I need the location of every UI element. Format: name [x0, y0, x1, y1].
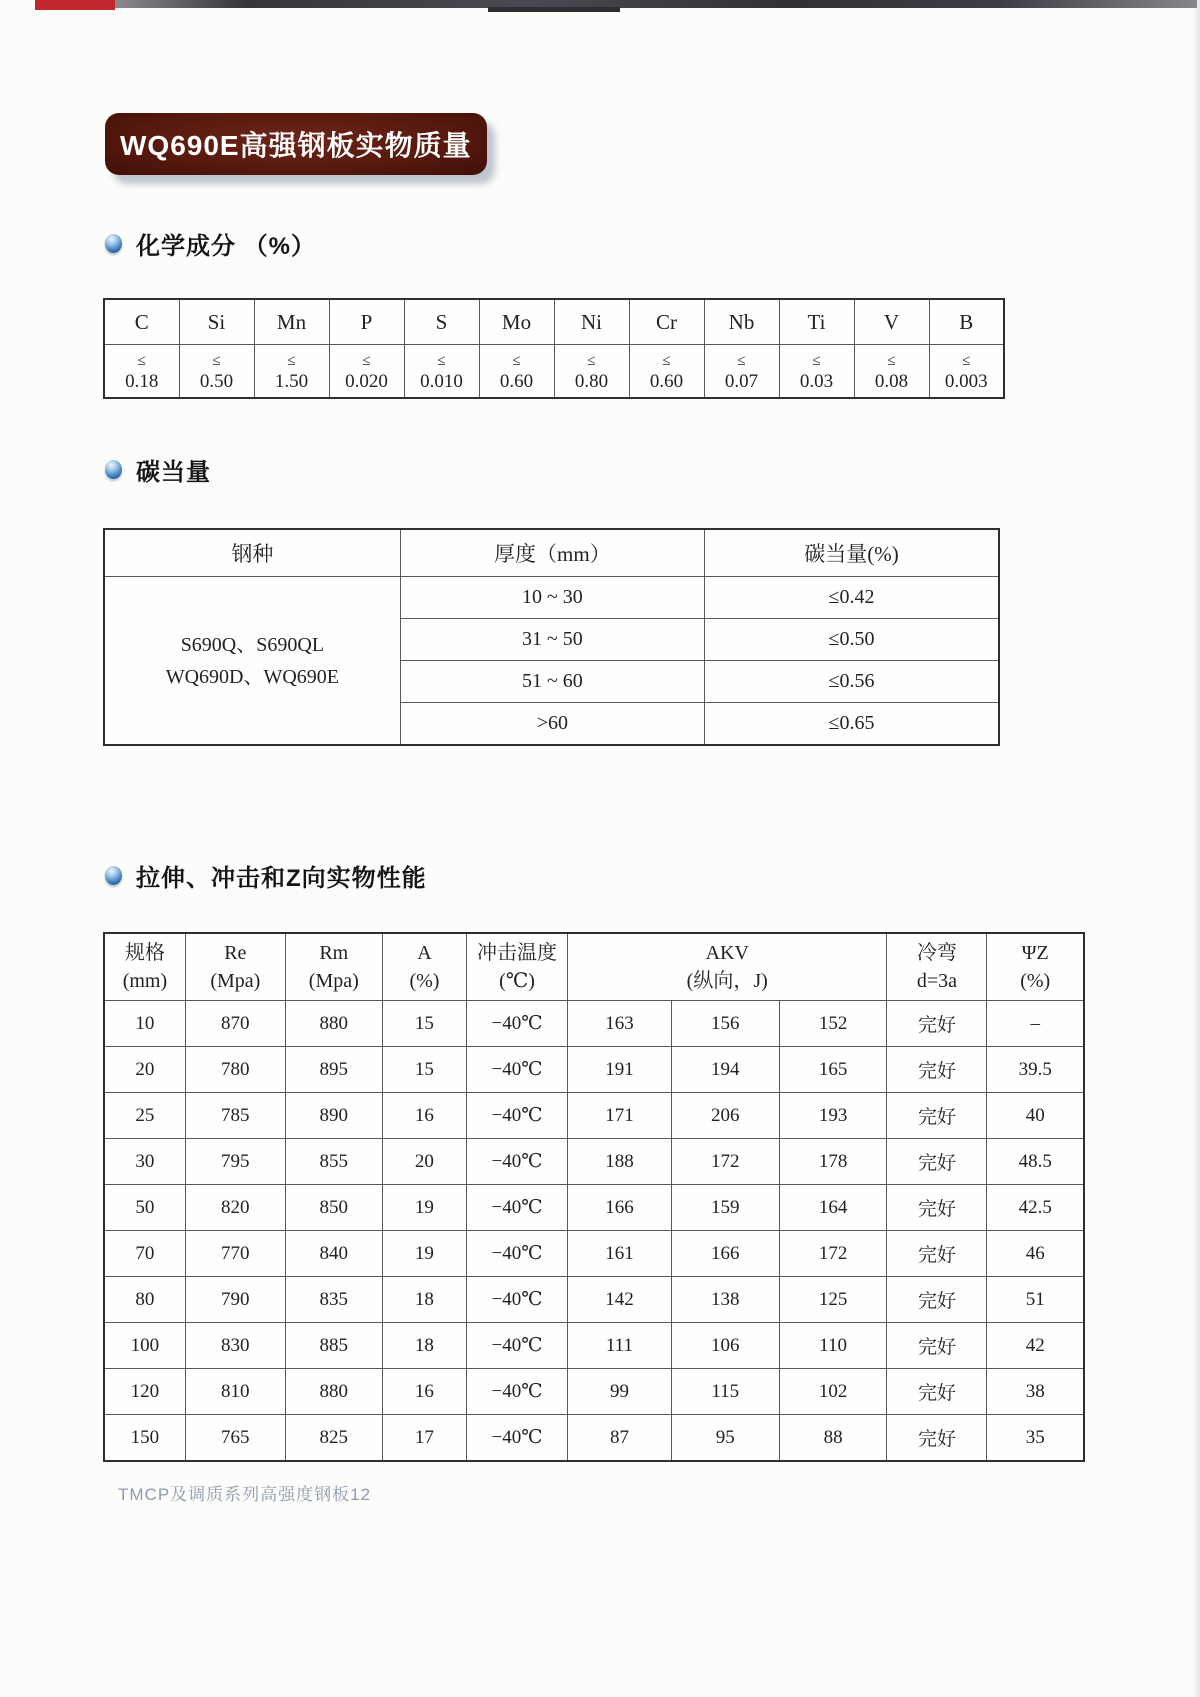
header-line: (Mpa): [308, 970, 359, 992]
akv-cell: 87: [568, 1415, 672, 1462]
chemical-limit-value: 0.80: [574, 370, 609, 392]
chemical-value-cell: [929, 345, 1004, 399]
header-rm: [285, 933, 382, 1001]
impact-temp-cell: −40℃: [467, 1323, 568, 1369]
akv-cell: 193: [779, 1093, 887, 1139]
chemical-value-cell: [404, 345, 479, 399]
header-impact-temp: [467, 933, 568, 1001]
mechanical-data-row: [104, 1185, 1084, 1231]
impact-temp-cell: −40℃: [467, 1047, 568, 1093]
chemical-value-cell: [554, 345, 629, 399]
cold-bend-cell: 完好: [887, 1369, 987, 1415]
chemical-element-header: B: [929, 299, 1004, 345]
spec-cell: 25: [104, 1093, 185, 1139]
akv-cell: 95: [671, 1415, 779, 1462]
mechanical-data-row: [104, 1323, 1084, 1369]
page-footer: TMCP及调质系列高强度钢板12: [118, 1485, 372, 1504]
header-line: Rm: [319, 942, 349, 964]
akv-cell: 166: [671, 1231, 779, 1277]
spec-cell: 120: [104, 1369, 185, 1415]
mechanical-table-body: [104, 1001, 1084, 1462]
less-equal-symbol: ≤: [437, 352, 446, 369]
akv-cell: 159: [671, 1185, 779, 1231]
chemical-value-cell: [629, 345, 704, 399]
chemical-element-header: Ni: [554, 299, 629, 345]
less-equal-symbol: ≤: [737, 352, 746, 369]
header-line: Re: [224, 942, 247, 964]
chemical-limit-value: 0.08: [874, 370, 909, 392]
chemical-value-cell: [179, 345, 254, 399]
akv-cell: 164: [779, 1185, 887, 1231]
less-equal-symbol: ≤: [662, 352, 671, 369]
chemical-element-header: Si: [179, 299, 254, 345]
re-cell: 830: [185, 1323, 285, 1369]
elongation-cell: 18: [382, 1277, 466, 1323]
akv-cell: 156: [671, 1001, 779, 1047]
akv-cell: 166: [568, 1185, 672, 1231]
impact-temp-cell: −40℃: [467, 1139, 568, 1185]
bullet-sphere-icon: [105, 234, 122, 253]
chemical-value-cell: [104, 345, 179, 399]
section-heading-carbon: [105, 452, 211, 487]
section-heading-chemical: [105, 226, 316, 261]
section-heading-label: 化学成分 （%）: [136, 233, 317, 260]
cold-bend-cell: 完好: [887, 1415, 987, 1462]
spec-cell: 150: [104, 1415, 185, 1462]
akv-cell: 88: [779, 1415, 887, 1462]
ceq-cell: ≤0.50: [705, 619, 999, 661]
elongation-cell: 18: [382, 1323, 466, 1369]
header-line: (mm): [122, 970, 168, 992]
header-elongation: [382, 933, 466, 1001]
akv-cell: 165: [779, 1047, 887, 1093]
chemical-composition-table: [103, 298, 1005, 399]
carbon-header-row: [104, 529, 999, 577]
impact-temp-cell: −40℃: [467, 1231, 568, 1277]
header-line: d=3a: [916, 970, 958, 992]
impact-temp-cell: −40℃: [467, 1185, 568, 1231]
thickness-cell: 10 ~ 30: [400, 577, 704, 619]
impact-temp-cell: −40℃: [467, 1415, 568, 1462]
header-line: ΨZ: [1021, 942, 1049, 964]
re-cell: 820: [185, 1185, 285, 1231]
cold-bend-cell: 完好: [887, 1139, 987, 1185]
carbon-header-grade: 钢种: [104, 529, 400, 577]
rm-cell: 885: [285, 1323, 382, 1369]
re-cell: 765: [185, 1415, 285, 1462]
mechanical-data-row: [104, 1415, 1084, 1462]
cold-bend-cell: 完好: [887, 1001, 987, 1047]
ceq-cell: ≤0.56: [705, 661, 999, 703]
rm-cell: 880: [285, 1001, 382, 1047]
chemical-element-header: Mo: [479, 299, 554, 345]
carbon-equivalent-table: [103, 528, 1000, 746]
cold-bend-cell: 完好: [887, 1185, 987, 1231]
akv-cell: 110: [779, 1323, 887, 1369]
header-line: 规格: [124, 942, 165, 964]
psi-z-cell: 42.5: [987, 1185, 1084, 1231]
mechanical-data-row: [104, 1139, 1084, 1185]
chemical-limit-value: 0.50: [199, 370, 234, 392]
chemical-value-cell: [329, 345, 404, 399]
chemical-value-cell: [779, 345, 854, 399]
spec-cell: 50: [104, 1185, 185, 1231]
header-line: (纵向，J): [686, 970, 768, 992]
chemical-limit-value: 0.60: [499, 370, 534, 392]
akv-cell: 106: [671, 1323, 779, 1369]
chemical-element-header: Nb: [704, 299, 779, 345]
akv-cell: 138: [671, 1277, 779, 1323]
header-re: [185, 933, 285, 1001]
spec-cell: 30: [104, 1139, 185, 1185]
chemical-element-header: Ti: [779, 299, 854, 345]
elongation-cell: 17: [382, 1415, 466, 1462]
cold-bend-cell: 完好: [887, 1047, 987, 1093]
chemical-element-header: Mn: [254, 299, 329, 345]
chemical-limit-value: 0.03: [799, 370, 834, 392]
mechanical-data-row: [104, 1001, 1084, 1047]
re-cell: 870: [185, 1001, 285, 1047]
less-equal-symbol: ≤: [812, 352, 821, 369]
header-line: A: [417, 942, 432, 964]
section-heading-label: 拉伸、冲击和Z向实物性能: [136, 865, 427, 892]
thickness-cell: 31 ~ 50: [400, 619, 704, 661]
re-cell: 795: [185, 1139, 285, 1185]
carbon-header-ceq: 碳当量(%): [705, 529, 999, 577]
chemical-value-cell: [479, 345, 554, 399]
rm-cell: 855: [285, 1139, 382, 1185]
chemical-values-row: [104, 345, 1004, 399]
less-equal-symbol: ≤: [962, 352, 971, 369]
psi-z-cell: 51: [987, 1277, 1084, 1323]
chemical-limit-value: 0.003: [944, 370, 988, 392]
akv-cell: 172: [671, 1139, 779, 1185]
psi-z-cell: –: [987, 1001, 1084, 1047]
less-equal-symbol: ≤: [287, 352, 296, 369]
spec-cell: 70: [104, 1231, 185, 1277]
header-psi-z: [987, 933, 1084, 1001]
header-line: (℃): [499, 970, 535, 992]
akv-cell: 161: [568, 1231, 672, 1277]
spec-cell: 100: [104, 1323, 185, 1369]
carbon-header-thickness: 厚度（mm）: [400, 529, 704, 577]
rm-cell: 890: [285, 1093, 382, 1139]
chemical-limit-value: 1.50: [274, 370, 309, 392]
steel-grade-line: WQ690D、WQ690E: [165, 665, 340, 688]
header-line: 冷弯: [916, 942, 957, 964]
akv-cell: 172: [779, 1231, 887, 1277]
thickness-cell: 51 ~ 60: [400, 661, 704, 703]
spec-cell: 80: [104, 1277, 185, 1323]
header-line: AKV: [705, 942, 749, 964]
header-akv: [568, 933, 887, 1001]
steel-grade-cell: [104, 577, 400, 746]
impact-temp-cell: −40℃: [467, 1001, 568, 1047]
re-cell: 770: [185, 1231, 285, 1277]
rm-cell: 880: [285, 1369, 382, 1415]
akv-cell: 152: [779, 1001, 887, 1047]
less-equal-symbol: ≤: [362, 352, 371, 369]
akv-cell: 125: [779, 1277, 887, 1323]
mechanical-data-row: [104, 1047, 1084, 1093]
impact-temp-cell: −40℃: [467, 1093, 568, 1139]
chemical-limit-value: 0.07: [724, 370, 759, 392]
thickness-cell: >60: [400, 703, 704, 746]
chemical-element-header: S: [404, 299, 479, 345]
rm-cell: 825: [285, 1415, 382, 1462]
elongation-cell: 16: [382, 1093, 466, 1139]
chemical-limit-value: 0.010: [420, 370, 463, 392]
akv-cell: 194: [671, 1047, 779, 1093]
header-line: (Mpa): [210, 970, 261, 992]
less-equal-symbol: ≤: [137, 352, 146, 369]
akv-cell: 115: [671, 1369, 779, 1415]
cold-bend-cell: 完好: [887, 1231, 987, 1277]
impact-temp-cell: −40℃: [467, 1277, 568, 1323]
elongation-cell: 20: [382, 1139, 466, 1185]
header-cold-bend: [887, 933, 987, 1001]
chemical-element-header: V: [854, 299, 929, 345]
mechanical-properties-table: [103, 932, 1085, 1462]
akv-cell: 99: [568, 1369, 672, 1415]
rm-cell: 850: [285, 1185, 382, 1231]
mechanical-data-row: [104, 1277, 1084, 1323]
akv-cell: 111: [568, 1323, 672, 1369]
scan-edge-dark-line: [488, 7, 620, 12]
chemical-element-header: C: [104, 299, 179, 345]
akv-cell: 206: [671, 1093, 779, 1139]
re-cell: 790: [185, 1277, 285, 1323]
akv-cell: 142: [568, 1277, 672, 1323]
scan-edge-red-mark: [35, 0, 115, 10]
header-line: (%): [1020, 970, 1051, 992]
page-title: WQ690E高强钢板实物质量: [120, 130, 472, 161]
section-heading-mechanical: [105, 858, 427, 893]
psi-z-cell: 46: [987, 1231, 1084, 1277]
re-cell: 810: [185, 1369, 285, 1415]
re-cell: 785: [185, 1093, 285, 1139]
psi-z-cell: 48.5: [987, 1139, 1084, 1185]
scan-edge-dark-bar: [115, 0, 1197, 8]
akv-cell: 178: [779, 1139, 887, 1185]
less-equal-symbol: ≤: [212, 352, 221, 369]
psi-z-cell: 42: [987, 1323, 1084, 1369]
less-equal-symbol: ≤: [887, 352, 896, 369]
less-equal-symbol: ≤: [587, 352, 596, 369]
akv-cell: 191: [568, 1047, 672, 1093]
less-equal-symbol: ≤: [512, 352, 521, 369]
psi-z-cell: 39.5: [987, 1047, 1084, 1093]
header-spec: [104, 933, 185, 1001]
elongation-cell: 16: [382, 1369, 466, 1415]
page-title-banner: [105, 113, 487, 175]
akv-cell: 171: [568, 1093, 672, 1139]
ceq-cell: ≤0.65: [705, 703, 999, 746]
spec-cell: 20: [104, 1047, 185, 1093]
chemical-value-cell: [854, 345, 929, 399]
psi-z-cell: 40: [987, 1093, 1084, 1139]
chemical-header-row: [104, 299, 1004, 345]
cold-bend-cell: 完好: [887, 1093, 987, 1139]
chemical-element-header: Cr: [629, 299, 704, 345]
carbon-row: [104, 577, 999, 619]
header-line: (%): [409, 970, 440, 992]
chemical-limit-value: 0.60: [649, 370, 684, 392]
bullet-sphere-icon: [105, 866, 122, 885]
impact-temp-cell: −40℃: [467, 1369, 568, 1415]
elongation-cell: 19: [382, 1185, 466, 1231]
ceq-cell: ≤0.42: [705, 577, 999, 619]
re-cell: 780: [185, 1047, 285, 1093]
psi-z-cell: 35: [987, 1415, 1084, 1462]
cold-bend-cell: 完好: [887, 1323, 987, 1369]
mechanical-header-row: [104, 933, 1084, 1001]
spec-cell: 10: [104, 1001, 185, 1047]
chemical-limit-value: 0.020: [345, 370, 388, 392]
mechanical-data-row: [104, 1369, 1084, 1415]
akv-cell: 188: [568, 1139, 672, 1185]
elongation-cell: 15: [382, 1001, 466, 1047]
akv-cell: 102: [779, 1369, 887, 1415]
mechanical-data-row: [104, 1093, 1084, 1139]
steel-grade-line: S690Q、S690QL: [180, 633, 325, 656]
rm-cell: 895: [285, 1047, 382, 1093]
bullet-sphere-icon: [105, 460, 122, 479]
mechanical-data-row: [104, 1231, 1084, 1277]
header-line: 冲击温度: [477, 942, 558, 964]
psi-z-cell: 38: [987, 1369, 1084, 1415]
elongation-cell: 19: [382, 1231, 466, 1277]
section-heading-label: 碳当量: [136, 459, 211, 486]
cold-bend-cell: 完好: [887, 1277, 987, 1323]
akv-cell: 163: [568, 1001, 672, 1047]
rm-cell: 835: [285, 1277, 382, 1323]
chemical-value-cell: [704, 345, 779, 399]
rm-cell: 840: [285, 1231, 382, 1277]
elongation-cell: 15: [382, 1047, 466, 1093]
chemical-limit-value: 0.18: [125, 370, 159, 392]
chemical-element-header: P: [329, 299, 404, 345]
chemical-value-cell: [254, 345, 329, 399]
